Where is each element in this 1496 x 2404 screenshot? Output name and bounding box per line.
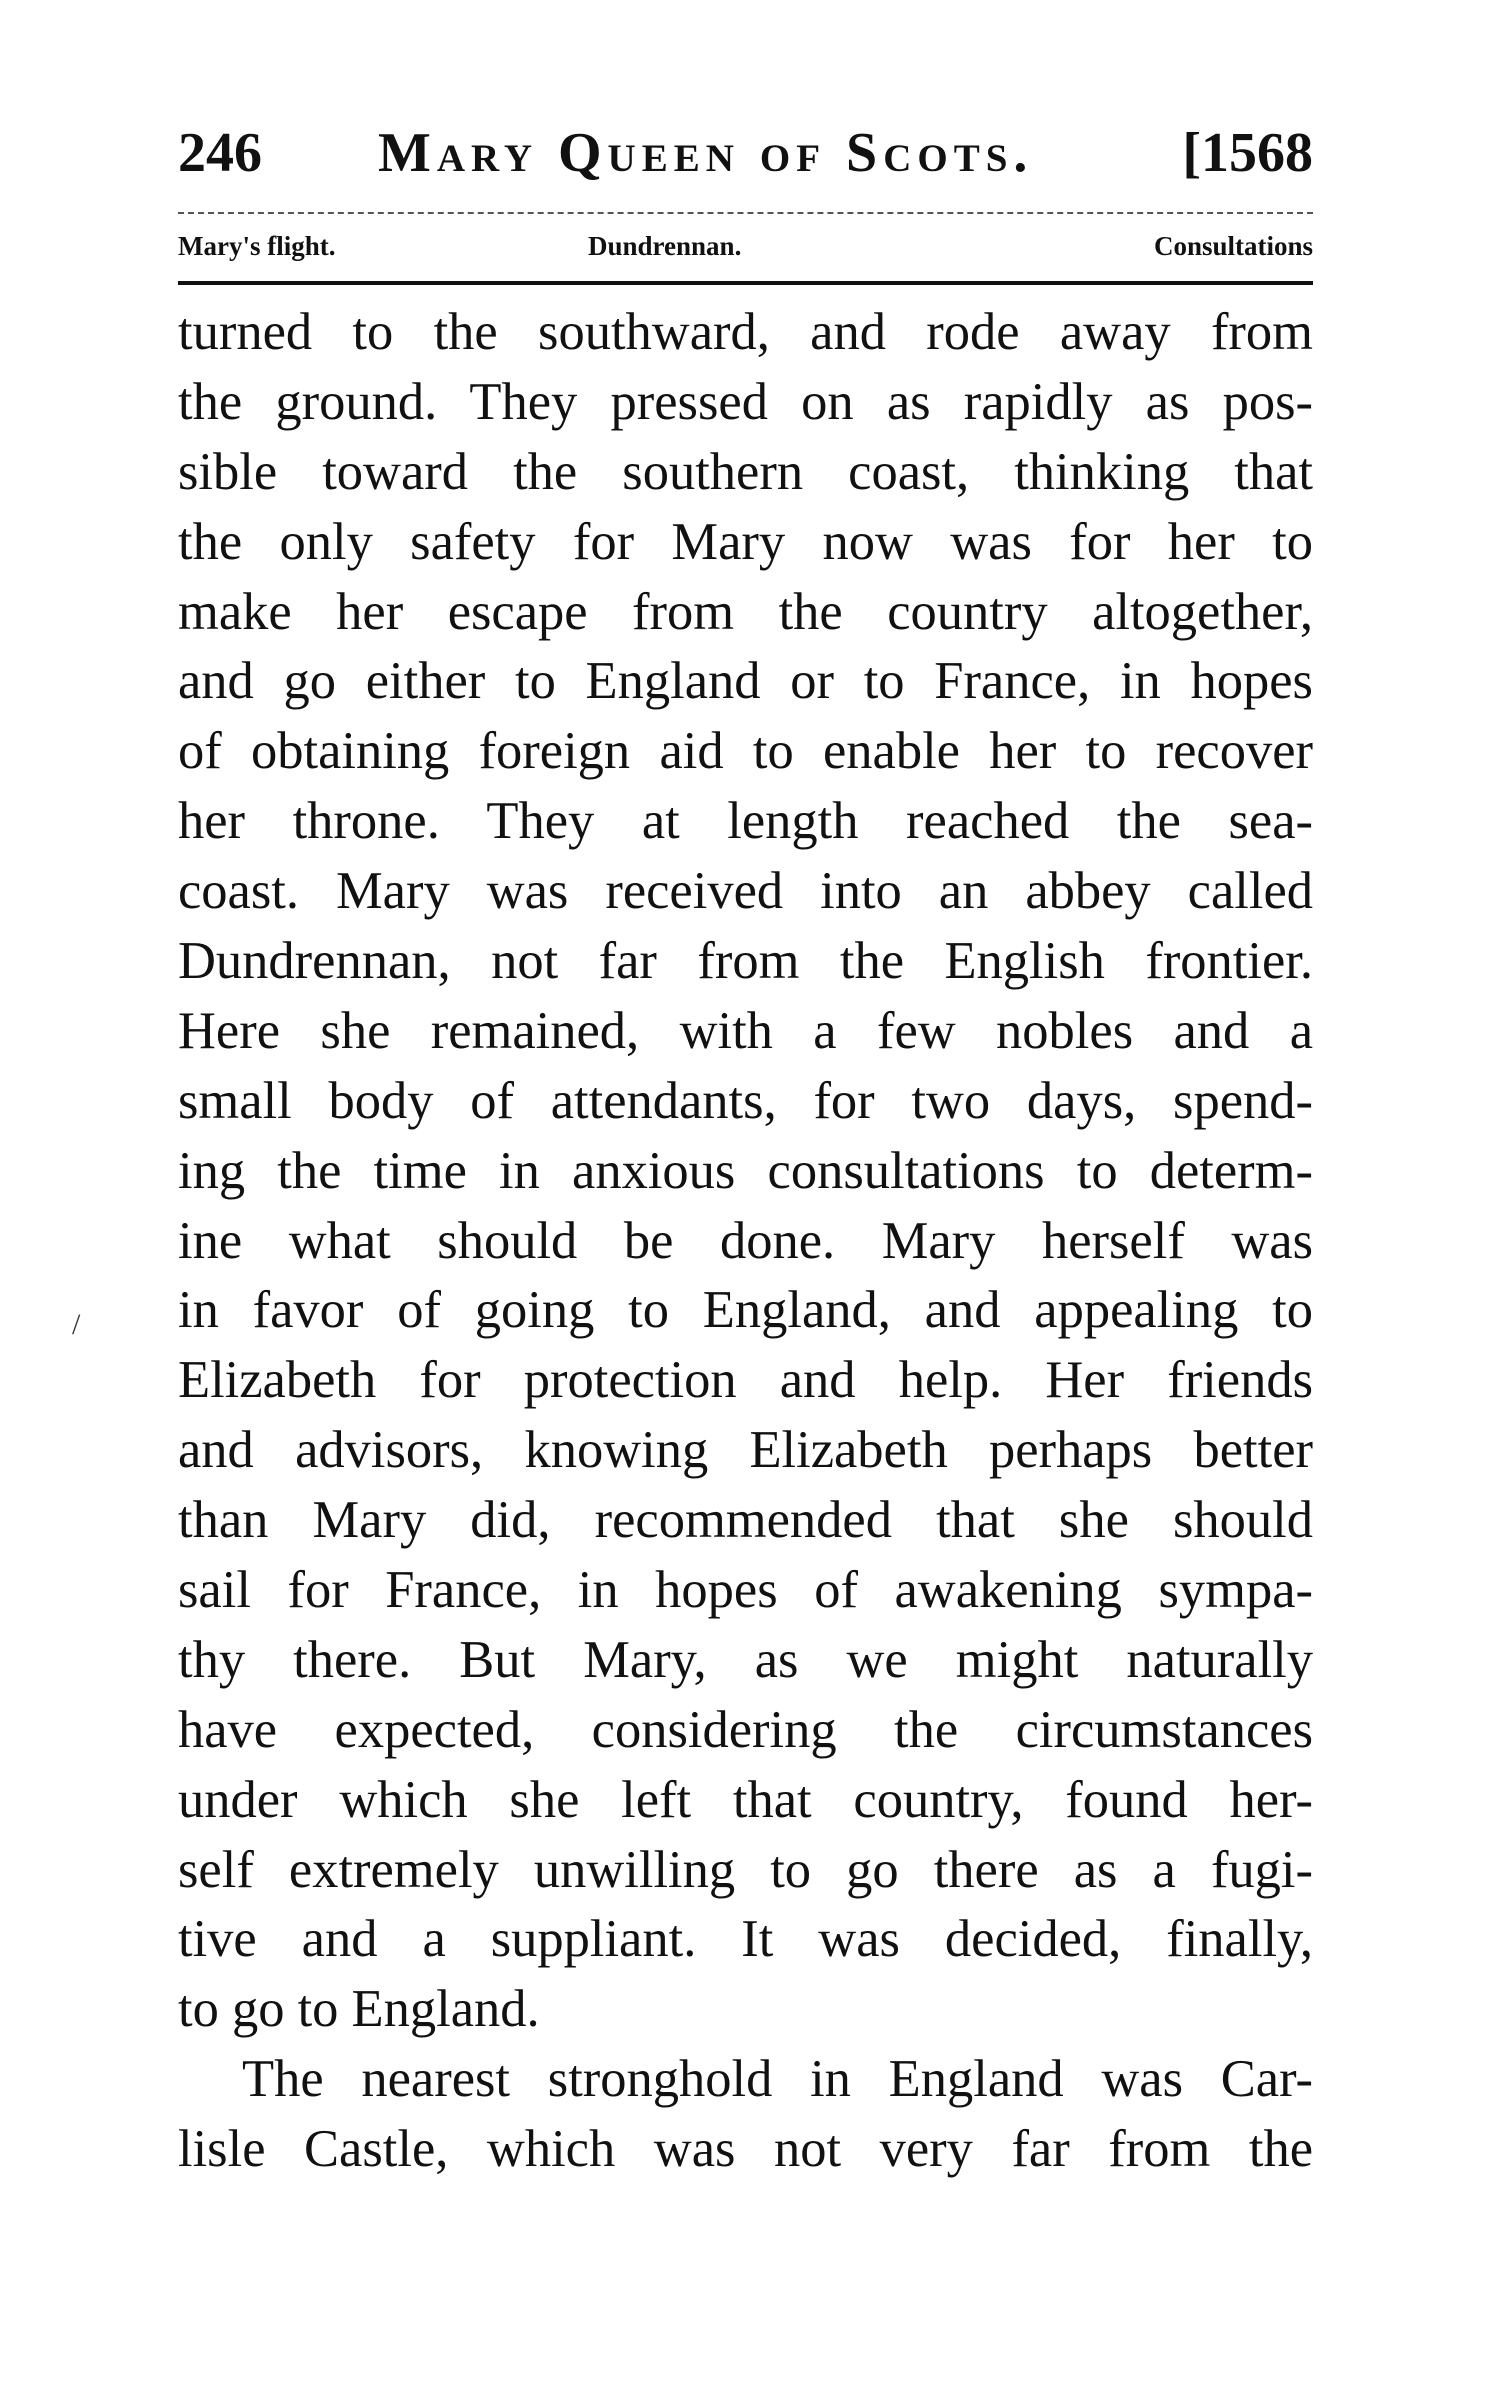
text-line: coast. Mary was received into an abbey called xyxy=(178,862,1313,921)
text-line: the only safety for Mary now was for her to xyxy=(178,512,1313,571)
text-line: turned to the southward, and rode away from xyxy=(178,303,1313,361)
text-line: tive and a suppliant. It was decided, finally, xyxy=(178,1910,1313,1969)
text-line: the ground. They pressed on as rapidly as pos- xyxy=(178,372,1313,431)
text-line: of obtaining foreign aid to enable her to recover xyxy=(178,722,1313,781)
side-note-right: Consultations xyxy=(1153,231,1313,261)
text-line: ine what should be done. Mary herself was xyxy=(178,1211,1313,1270)
text-line: sail for France, in hopes of awakening sympa- xyxy=(178,1561,1313,1620)
side-note-center: Dundrennan. xyxy=(588,231,742,261)
text-line: ing the time in anxious consultations to determ- xyxy=(178,1141,1313,1200)
text-line: make her escape from the country altogether, xyxy=(178,582,1313,641)
text-line: her throne. They at length reached the sea- xyxy=(178,792,1313,851)
running-head xyxy=(178,118,1313,188)
book-title: Mary Queen of Scots. xyxy=(378,122,1034,184)
text-line: small body of attendants, for two days, spend- xyxy=(178,1071,1313,1130)
text-line: and advisors, knowing Elizabeth perhaps better xyxy=(178,1421,1313,1480)
text-line: under which she left that country, found her- xyxy=(178,1770,1313,1829)
page-number: 246 xyxy=(178,122,262,184)
text-line: and go either to England or to France, in hopes xyxy=(178,652,1313,711)
text-line: Elizabeth for protection and help. Her friends xyxy=(178,1351,1313,1410)
text-line: in favor of going to England, and appealing to xyxy=(178,1281,1313,1340)
year-marker: [1568 xyxy=(1182,122,1313,184)
text-line: than Mary did, recommended that she should xyxy=(178,1491,1313,1550)
text-line: to go to England. xyxy=(178,1980,540,2039)
text-line: Dundrennan, not far from the English frontier. xyxy=(178,932,1313,991)
header-rule-solid xyxy=(178,281,1313,285)
text-line: lisle Castle, which was not very far from the xyxy=(178,2120,1313,2179)
text-line: sible toward the southern coast, thinking that xyxy=(178,442,1313,501)
text-line: Here she remained, with a few nobles and a xyxy=(178,1001,1313,1060)
text-line: have expected, considering the circumstances xyxy=(178,1700,1313,1759)
header-rule-dashed xyxy=(178,212,1313,214)
text-line: The nearest stronghold in England was Car- xyxy=(242,2050,1313,2109)
text-line: self extremely unwilling to go there as a fugi- xyxy=(178,1840,1313,1899)
side-note-left: Mary's flight. xyxy=(178,231,336,261)
text-line: thy there. But Mary, as we might naturally xyxy=(178,1630,1313,1689)
body-text xyxy=(178,298,1313,2185)
margin-mark: / xyxy=(72,1308,81,1341)
side-notes xyxy=(178,224,1313,268)
